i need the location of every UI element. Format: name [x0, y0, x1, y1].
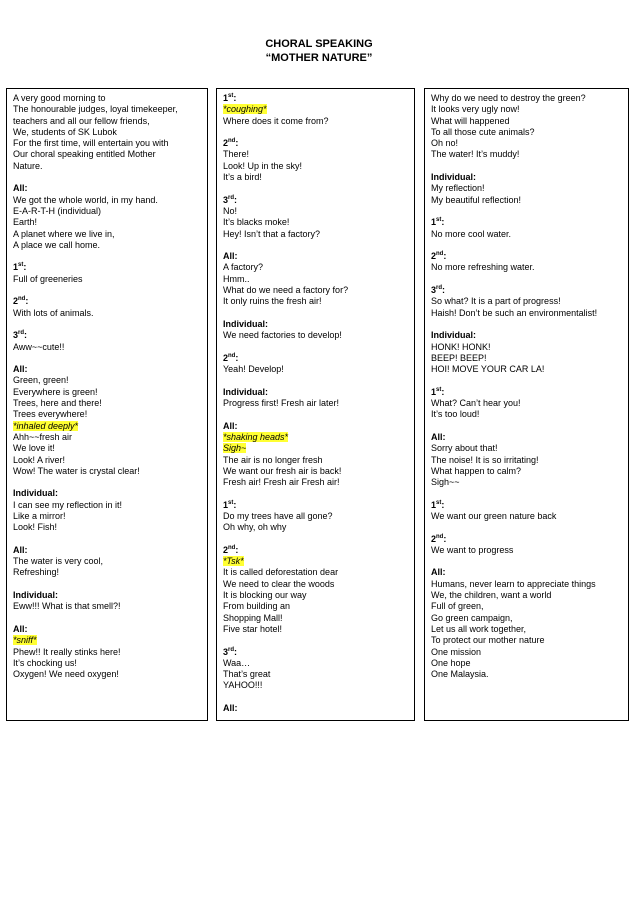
dialogue-block	[223, 421, 408, 489]
dialogue-line: Let us all work together,	[431, 623, 527, 634]
dialogue-line: My reflection!	[431, 183, 485, 194]
dialogue-block	[431, 567, 622, 680]
dialogue-line: To all those cute animals?	[431, 126, 535, 137]
dialogue-line: Green, green!	[13, 375, 69, 386]
dialogue-block	[223, 138, 408, 183]
speaker-label: 1st:	[431, 499, 445, 510]
dialogue-line: One mission	[431, 646, 482, 657]
dialogue-block	[13, 545, 201, 579]
dialogue-block	[431, 534, 622, 557]
dialogue-block	[431, 330, 622, 375]
dialogue-line: Humans, never learn to appreciate things	[431, 578, 596, 589]
title-line-2: “MOTHER NATURE”	[265, 52, 373, 64]
speaker-label: 2nd:	[431, 533, 447, 544]
dialogue-line: HOI! MOVE YOUR CAR LA!	[431, 364, 545, 375]
dialogue-line: No more cool water.	[431, 228, 512, 239]
dialogue-line: We got the whole world, in my hand.	[13, 194, 158, 205]
dialogue-line: Earth!	[13, 217, 38, 228]
dialogue-block	[13, 364, 201, 477]
speaker-label: 1st:	[431, 217, 445, 228]
dialogue-line: No more refreshing water.	[431, 262, 535, 273]
dialogue-line: No!	[223, 205, 238, 216]
dialogue-line: A place we call home.	[13, 239, 101, 250]
dialogue-line: The honourable judges, loyal timekeeper,	[13, 104, 178, 115]
dialogue-block	[431, 387, 622, 421]
dialogue-line: Look! A river!	[13, 454, 66, 465]
dialogue-line: Oxygen! We need oxygen!	[13, 669, 119, 680]
dialogue-line: It looks very ugly now!	[431, 104, 520, 115]
title-line-1: CHORAL SPEAKING	[265, 38, 373, 50]
dialogue-block	[223, 195, 408, 240]
dialogue-line: Do my trees have all gone?	[223, 510, 333, 521]
dialogue-line: What will happened	[431, 115, 510, 126]
dialogue-block	[13, 296, 201, 319]
dialogue-block	[431, 172, 622, 206]
dialogue-line: The noise! It is so irritating!	[431, 454, 539, 465]
dialogue-line: What do we need a factory for?	[223, 285, 349, 296]
dialogue-block	[13, 330, 201, 353]
dialogue-block	[223, 647, 408, 692]
dialogue-line: So what? It is a part of progress!	[431, 296, 561, 307]
dialogue-line: Oh no!	[431, 138, 459, 149]
speaker-label: Individual:	[431, 330, 476, 341]
speaker-label: 3rd:	[431, 285, 446, 296]
stage-direction: *shaking heads*	[223, 431, 289, 442]
dialogue-block	[13, 624, 201, 680]
speaker-label: Individual:	[223, 386, 268, 397]
script-column-3	[424, 88, 629, 721]
dialogue-block	[13, 183, 201, 251]
dialogue-line: A factory?	[223, 262, 264, 273]
stage-direction: *coughing*	[223, 104, 267, 115]
dialogue-line: It’s a bird!	[223, 172, 262, 183]
dialogue-line: teachers and all our fellow friends,	[13, 115, 150, 126]
dialogue-line: I can see my reflection in it!	[13, 499, 123, 510]
speaker-label: Individual:	[13, 590, 58, 601]
dialogue-line: It is blocking our way	[223, 590, 307, 601]
dialogue-line: Eww!!! What is that smell?!	[13, 601, 121, 612]
dialogue-block	[431, 93, 622, 161]
dialogue-line: Look! Up in the sky!	[223, 160, 303, 171]
dialogue-block	[223, 387, 408, 410]
dialogue-line: Five star hotel!	[223, 623, 283, 634]
dialogue-line: Everywhere is green!	[13, 386, 98, 397]
dialogue-line: It’s blacks moke!	[223, 217, 290, 228]
dialogue-line: We want our green nature back	[431, 510, 557, 521]
stage-direction: *Tsk*	[223, 556, 244, 567]
script-column-2	[216, 88, 415, 721]
dialogue-line: Aww~~cute!!	[13, 341, 65, 352]
dialogue-line: Trees everywhere!	[13, 409, 88, 420]
dialogue-block	[223, 500, 408, 534]
dialogue-line: From building an	[223, 601, 291, 612]
dialogue-line: It only ruins the fresh air!	[223, 296, 322, 307]
speaker-label: All:	[431, 567, 446, 578]
dialogue-line: Shopping Mall!	[223, 612, 283, 623]
dialogue-line: What happen to calm?	[431, 465, 522, 476]
dialogue-block	[431, 217, 622, 240]
dialogue-line: A very good morning to	[13, 93, 106, 103]
dialogue-line: One hope	[431, 657, 471, 668]
dialogue-line: We love it!	[13, 443, 55, 454]
dialogue-line: BEEP! BEEP!	[431, 352, 487, 363]
speaker-label: 1st:	[223, 499, 237, 510]
speaker-label: All:	[13, 623, 28, 634]
dialogue-line: Our choral speaking entitled Mother	[13, 149, 156, 160]
script-column-1	[6, 88, 208, 721]
stage-direction: Sigh~	[223, 443, 247, 454]
dialogue-line: Trees, here and there!	[13, 398, 102, 409]
speaker-label: 3rd:	[13, 330, 28, 341]
speaker-label: 2nd:	[223, 352, 239, 363]
speaker-label: 1st:	[13, 262, 27, 273]
dialogue-line: What? Can’t hear you!	[431, 398, 521, 409]
dialogue-line: To protect our mother nature	[431, 635, 545, 646]
dialogue-line: YAHOO!!!	[223, 680, 263, 691]
dialogue-block	[223, 93, 408, 127]
speaker-label: All:	[223, 703, 238, 714]
dialogue-line: That’s great	[223, 669, 271, 680]
dialogue-line: It’s too loud!	[431, 409, 480, 420]
dialogue-line: We want to progress	[431, 544, 514, 555]
dialogue-line: Why do we need to destroy the green?	[431, 93, 586, 103]
dialogue-block	[13, 262, 201, 285]
dialogue-line: Hey! Isn’t that a factory?	[223, 228, 321, 239]
speaker-label: Individual:	[13, 488, 58, 499]
dialogue-line: Nature.	[13, 160, 43, 171]
dialogue-block	[223, 319, 408, 342]
dialogue-line: Sigh~~	[431, 477, 460, 488]
speaker-label: 2nd:	[223, 138, 239, 149]
dialogue-line: Full of green,	[431, 601, 484, 612]
dialogue-line: Ahh~~fresh air	[13, 431, 73, 442]
speaker-label: 1st:	[431, 386, 445, 397]
dialogue-block	[431, 251, 622, 274]
dialogue-line: Sorry about that!	[431, 443, 498, 454]
dialogue-line: Look! Fish!	[13, 522, 58, 533]
dialogue-line: A planet where we live in,	[13, 228, 115, 239]
dialogue-line: Refreshing!	[13, 567, 60, 578]
dialogue-line: One Malaysia.	[431, 669, 489, 680]
dialogue-line: It is called deforestation dear	[223, 567, 339, 578]
dialogue-line: Like a mirror!	[13, 510, 66, 521]
dialogue-block	[223, 251, 408, 307]
speaker-label: All:	[13, 544, 28, 555]
dialogue-line: Go green campaign,	[431, 612, 513, 623]
dialogue-block	[431, 500, 622, 523]
speaker-label: All:	[13, 183, 28, 194]
stage-direction: *sniff*	[13, 635, 37, 646]
dialogue-line: It’s chocking us!	[13, 657, 77, 668]
stage-direction: *inhaled deeply*	[13, 420, 79, 431]
dialogue-line: Hmm..	[223, 273, 250, 284]
dialogue-line: With lots of animals.	[13, 307, 94, 318]
speaker-label: 2nd:	[13, 296, 29, 307]
speaker-label: All:	[13, 364, 28, 375]
dialogue-line: We need factories to develop!	[223, 330, 342, 341]
dialogue-block	[431, 285, 622, 319]
dialogue-line: Phew!! It really stinks here!	[13, 646, 121, 657]
dialogue-line: Full of greeneries	[13, 273, 83, 284]
dialogue-line: Fresh air! Fresh air Fresh air!	[223, 477, 340, 488]
dialogue-line: There!	[223, 149, 250, 160]
dialogue-line: Where does it come from?	[223, 115, 329, 126]
dialogue-line: Progress first! Fresh air later!	[223, 398, 340, 409]
dialogue-block	[431, 432, 622, 488]
dialogue-line: Oh why, oh why	[223, 522, 287, 533]
dialogue-line: Yeah! Develop!	[223, 364, 284, 375]
dialogue-line: HONK! HONK!	[431, 341, 491, 352]
dialogue-line: The water! It’s muddy!	[431, 149, 520, 160]
dialogue-line: The water is very cool,	[13, 556, 104, 567]
speaker-label: All:	[223, 420, 238, 431]
dialogue-line: We need to clear the woods	[223, 578, 335, 589]
dialogue-block	[13, 488, 201, 533]
speaker-label: 2nd:	[223, 544, 239, 555]
dialogue-block	[223, 703, 408, 714]
dialogue-line: We, the children, want a world	[431, 590, 552, 601]
speaker-label: 1st:	[223, 93, 237, 103]
speaker-label: All:	[431, 431, 446, 442]
dialogue-block	[13, 93, 201, 172]
speaker-label: 3rd:	[223, 194, 238, 205]
speaker-label: Individual:	[223, 318, 268, 329]
dialogue-line: Waa…	[223, 657, 251, 668]
dialogue-line: Haish! Don’t be such an environmentalist!	[431, 307, 598, 318]
dialogue-line: My beautiful reflection!	[431, 194, 522, 205]
dialogue-line: We, students of SK Lubok	[13, 126, 117, 137]
speaker-label: All:	[223, 251, 238, 262]
speaker-label: 3rd:	[223, 646, 238, 657]
dialogue-line: For the first time, will entertain you with	[13, 138, 169, 149]
speaker-label: 2nd:	[431, 251, 447, 262]
dialogue-line: The air is no longer fresh	[223, 454, 323, 465]
dialogue-line: E-A-R-T-H (individual)	[13, 205, 102, 216]
dialogue-block	[223, 545, 408, 635]
document-title	[0, 37, 638, 65]
dialogue-line: Wow! The water is crystal clear!	[13, 465, 140, 476]
speaker-label: Individual:	[431, 172, 476, 183]
dialogue-line: We want our fresh air is back!	[223, 465, 342, 476]
dialogue-block	[223, 353, 408, 376]
dialogue-block	[13, 590, 201, 613]
